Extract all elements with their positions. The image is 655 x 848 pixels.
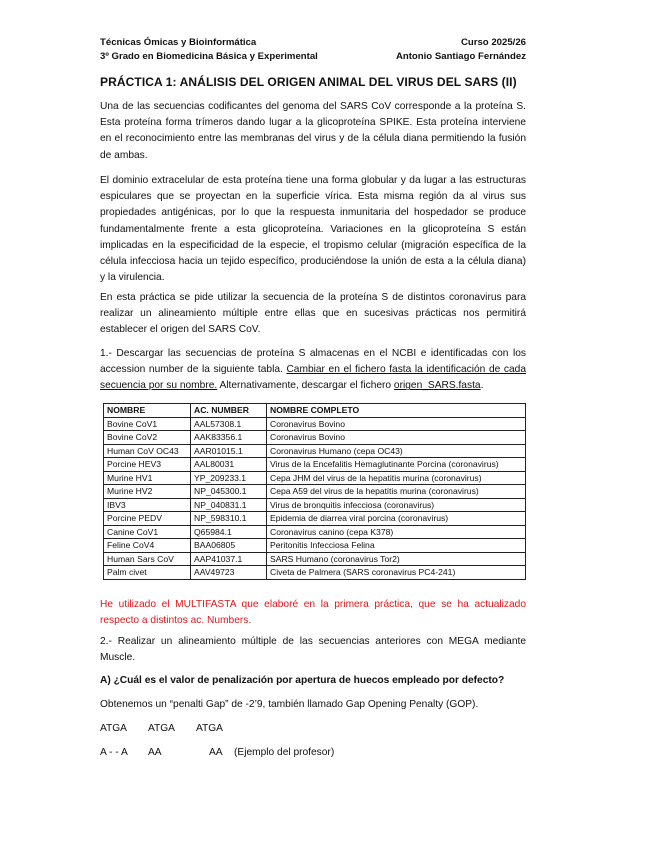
table-row xyxy=(104,525,526,539)
cell-accession: NP_598310.1 xyxy=(191,512,267,526)
cell-name: Porcine HEV3 xyxy=(104,458,191,472)
column-header-accession: AC. NUMBER xyxy=(191,404,267,418)
example-aligned-3: AA xyxy=(209,747,223,758)
course-subject: Técnicas Ómicas y Bioinformática xyxy=(100,37,257,48)
example-aligned-2: AA xyxy=(148,747,162,758)
page-title: PRÁCTICA 1: ANÁLISIS DEL ORIGEN ANIMAL DEL VIRUS DEL SARS (II) xyxy=(100,75,517,89)
cell-accession: AAP41037.1 xyxy=(191,552,267,566)
cell-name: Human CoV OC43 xyxy=(104,444,191,458)
paragraph-step-2: 2.- Realizar un alineamiento múltiple de las secuencias anteriores con MEGA mediante Muscle. xyxy=(100,636,526,664)
cell-full-name: Peritonitis Infecciosa Felina xyxy=(267,539,526,553)
header-line-1 xyxy=(100,37,526,48)
table-row xyxy=(104,498,526,512)
table-header-row xyxy=(104,404,526,418)
example-caption: (Ejemplo del profesor) xyxy=(234,747,335,758)
cell-accession: BAA06805 xyxy=(191,539,267,553)
cell-accession: YP_209233.1 xyxy=(191,471,267,485)
cell-name: Human Sars CoV xyxy=(104,552,191,566)
cell-full-name: Coronavirus Bovino xyxy=(267,417,526,431)
cell-accession: NP_040831.1 xyxy=(191,498,267,512)
table-row xyxy=(104,417,526,431)
cell-name: Porcine PEDV xyxy=(104,512,191,526)
paragraph-intro: Una de las secuencias codificantes del genoma del SARS CoV corresponde a la proteína S. Esta proteína forma trímeros dando lugar a la glicoproteína SPIKE. Esta proteína interviene en el reconocimiento entre las membranas del virus y de la célula diana permitiendo la fusión de ambas. xyxy=(100,101,526,161)
red-note: He utilizado el MULTIFASTA que elaboré en la primera práctica, que se ha actualizado respecto a distintos ac. Numbers. xyxy=(100,599,526,627)
course-year: Curso 2025/26 xyxy=(460,37,526,48)
paragraph-objective: En esta práctica se pide utilizar la secuencia de la proteína S de distintos coronavirus para realizar un alineamiento múltiple entre ellas que en sucesivas prácticas nos permitirá establecer el origen del SARS CoV. xyxy=(100,292,526,336)
table-row xyxy=(104,539,526,553)
cell-full-name: Coronavirus Humano (cepa OC43) xyxy=(267,444,526,458)
cell-full-name: Virus de la Encefalitis Hemaglutinante Porcina (coronavirus) xyxy=(267,458,526,472)
table-row xyxy=(104,552,526,566)
cell-full-name: SARS Humano (coronavirus Tor2) xyxy=(267,552,526,566)
cell-full-name: Epidemia de diarrea viral porcina (coronavirus) xyxy=(267,512,526,526)
cell-accession: AAR01015.1 xyxy=(191,444,267,458)
cell-name: Murine HV1 xyxy=(104,471,191,485)
example-seq-3: ATGA xyxy=(196,723,223,734)
fasta-filename: origen_SARS.fasta xyxy=(393,380,481,392)
cell-name: Bovine CoV2 xyxy=(104,431,191,445)
table-row xyxy=(104,444,526,458)
table-row xyxy=(104,458,526,472)
answer-a: Obtenemos un “penalti Gap” de -2’9, también llamado Gap Opening Penalty (GOP). xyxy=(100,699,479,710)
cell-name: Feline CoV4 xyxy=(104,539,191,553)
cell-name: Canine CoV1 xyxy=(104,525,191,539)
cell-name: Palm civet xyxy=(104,566,191,580)
table-row xyxy=(104,471,526,485)
cell-accession: NP_045300.1 xyxy=(191,485,267,499)
cell-name: Bovine CoV1 xyxy=(104,417,191,431)
paragraph-domain: El dominio extracelular de esta proteína tiene una forma globular y da lugar a las estructuras espiculares que se proyectan en la superficie vírica. Esta misma región da al virus sus propiedades antigénicas, por lo que la respuesta inmunitaria del hospedador se produce fundamentalmente frente a esta glicoproteína. Variaciones en la glicoproteína S están implicadas en la especificidad de la especie, el tropismo celular (migración específica de la célula infecciosa hacia un tejido específico, produciéndose la unión de esta a la célula diana) y la virulencia. xyxy=(100,175,526,284)
accession-table xyxy=(103,403,526,580)
header-line-2 xyxy=(100,51,526,62)
question-a: A) ¿Cuál es el valor de penalización por apertura de huecos empleado por defecto? xyxy=(100,675,505,686)
paragraph-step-1 xyxy=(100,346,526,395)
step1-text-a: 1.- Descargar las secuencias de proteína S almacenas en el NCBI e identificadas con los accession number de la siguiente tabla. xyxy=(100,348,526,376)
column-header-name: NOMBRE xyxy=(104,404,191,418)
table-row xyxy=(104,512,526,526)
cell-full-name: Cepa A59 del virus de la hepatitis murina (coronavirus) xyxy=(267,485,526,499)
cell-accession: AAL80031 xyxy=(191,458,267,472)
cell-full-name: Coronavirus canino (cepa K378) xyxy=(267,525,526,539)
table-row xyxy=(104,566,526,580)
cell-full-name: Virus de bronquitis infecciosa (coronavirus) xyxy=(267,498,526,512)
degree-name: 3º Grado en Biomedicina Básica y Experimental xyxy=(100,51,318,62)
cell-accession: AAL57308.1 xyxy=(191,417,267,431)
cell-accession: Q65984.1 xyxy=(191,525,267,539)
cell-name: Murine HV2 xyxy=(104,485,191,499)
cell-full-name: Civeta de Palmera (SARS coronavirus PC4-241) xyxy=(267,566,526,580)
example-seq-2: ATGA xyxy=(148,723,175,734)
step1-text-c: . xyxy=(480,380,484,392)
cell-accession: AAK83356.1 xyxy=(191,431,267,445)
author-name: Antonio Santiago Fernández xyxy=(395,51,526,62)
cell-accession: AAV49723 xyxy=(191,566,267,580)
table-row xyxy=(104,431,526,445)
cell-full-name: Cepa JHM del virus de la hepatitis murina (coronavirus) xyxy=(267,471,526,485)
step1-text-b: Alternativamente, descargar el fichero xyxy=(217,380,394,392)
step1-underline-a: Cambiar en el fichero fasta la identificación de cada secuencia por su nombre. xyxy=(100,364,526,392)
column-header-full-name: NOMBRE COMPLETO xyxy=(267,404,526,418)
table-row xyxy=(104,485,526,499)
cell-name: IBV3 xyxy=(104,498,191,512)
cell-full-name: Coronavirus Bovino xyxy=(267,431,526,445)
example-seq-1: ATGA xyxy=(100,723,127,734)
example-aligned-1: A - - A xyxy=(100,747,128,758)
